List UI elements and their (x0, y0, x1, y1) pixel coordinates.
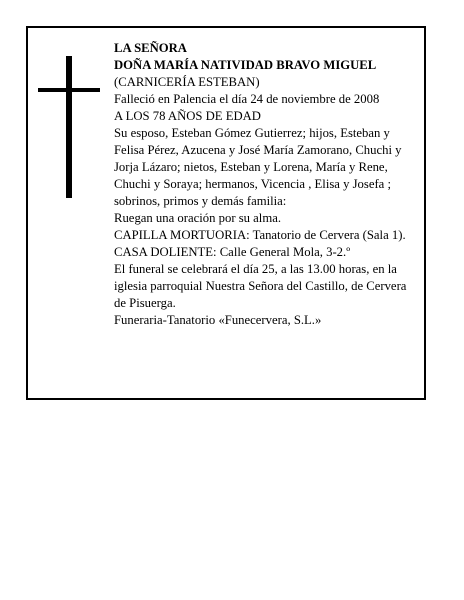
chapel-info: CAPILLA MORTUORIA: Tanatorio de Cervera (Sala 1). (114, 228, 406, 242)
age-info: A LOS 78 AÑOS DE EDAD (114, 109, 261, 123)
cross-vertical-bar (66, 56, 72, 198)
prayer-request: Ruegan una oración por su alma. (114, 211, 282, 225)
family-list: Su esposo, Esteban Gómez Gutierrez; hijos, Esteban y Felisa Pérez, Azucena y José María Zamorano, Chuchi y Jorja Lázaro; nietos, Esteban y Lorena, María y Rene, Chuchi y Soraya; hermanos, Vicencia , Elisa y Josefa ; sobrinos, primos y demás familia: (114, 126, 402, 208)
funeral-home: Funeraria-Tanatorio «Funecervera, S.L.» (114, 313, 322, 327)
home-address: CASA DOLIENTE: Calle General Mola, 3-2.º (114, 245, 351, 259)
title: LA SEÑORA (114, 41, 187, 55)
obituary-notice (26, 26, 426, 400)
obituary-text (114, 40, 420, 329)
funeral-info: El funeral se celebrará el día 25, a las 13.00 horas, en la iglesia parroquial Nuestra Señora del Castillo, de Cervera de Pisuerga. (114, 262, 407, 310)
business-name: (CARNICERÍA ESTEBAN) (114, 75, 260, 89)
cross-horizontal-bar (38, 88, 100, 92)
death-info: Falleció en Palencia el día 24 de noviembre de 2008 (114, 92, 380, 106)
deceased-name: DOÑA MARÍA NATIVIDAD BRAVO MIGUEL (114, 58, 377, 72)
